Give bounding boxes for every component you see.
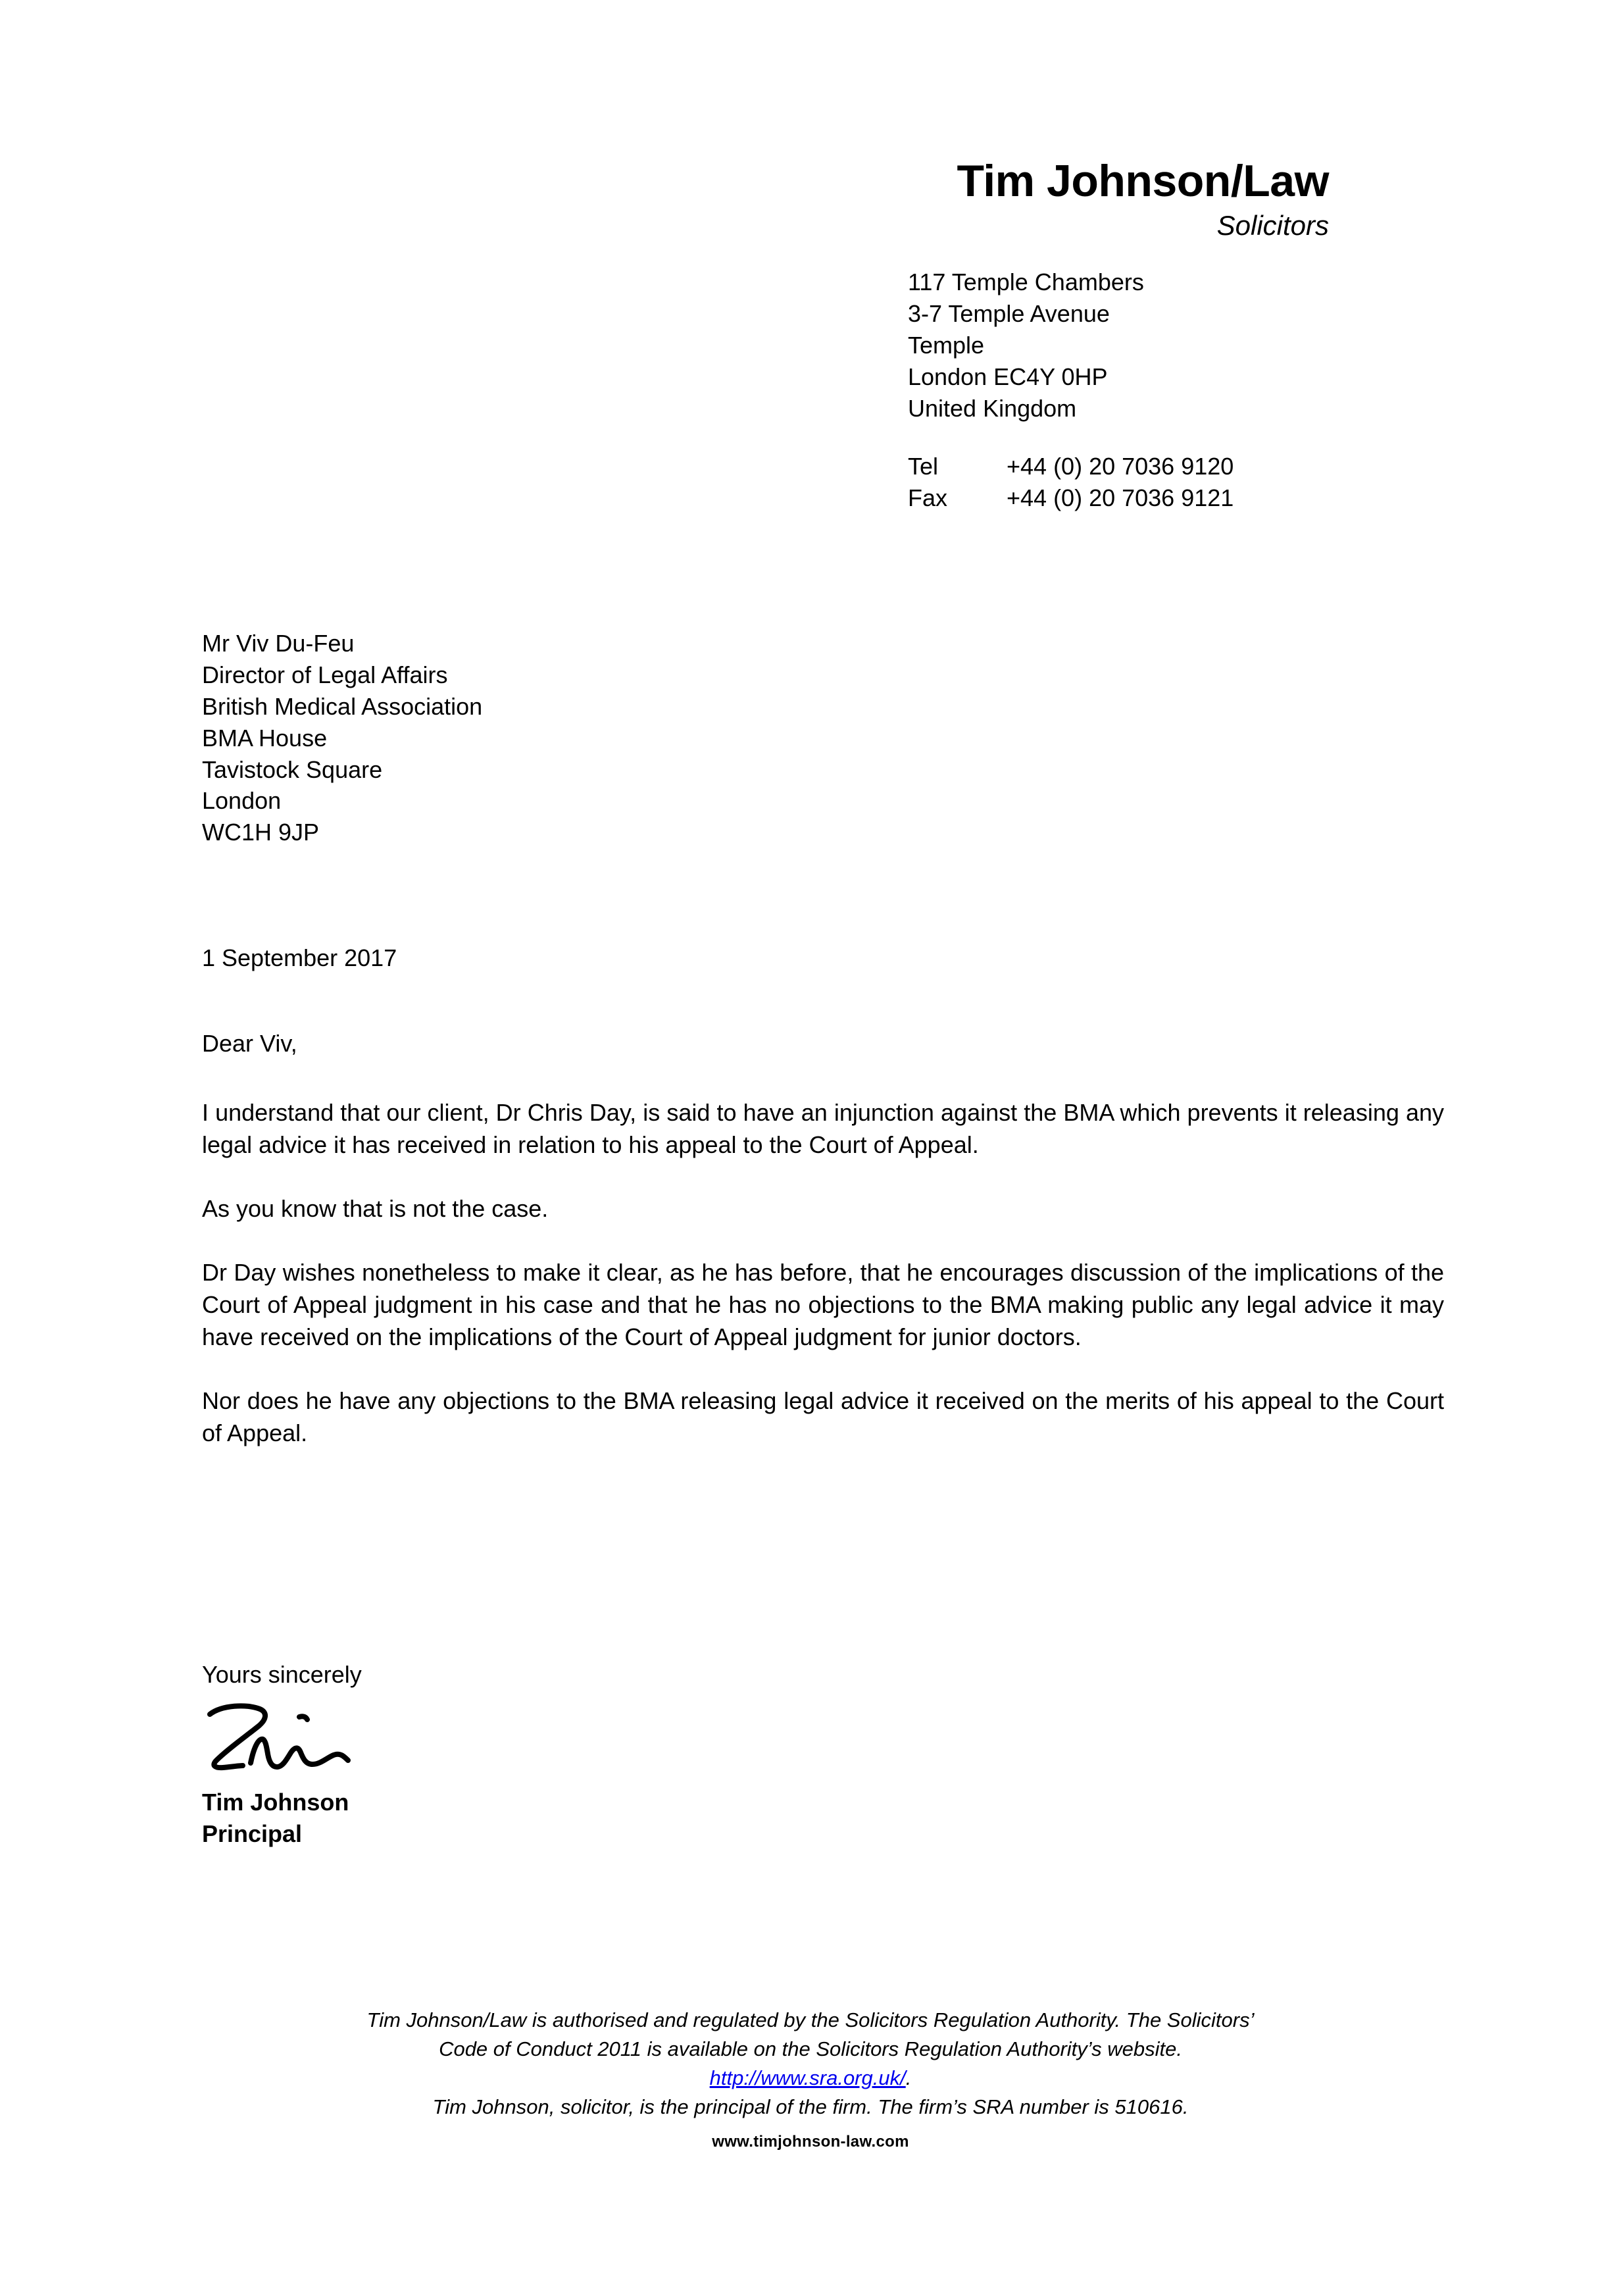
recipient-line: British Medical Association [202,692,483,720]
signer-title: Principal [202,1820,303,1847]
body-paragraph: As you know that is not the case. [202,1194,549,1222]
recipient-line: London [202,787,282,815]
letterhead [908,158,1329,514]
signature-block [202,1659,419,1850]
contact-label-tel: Tel [908,452,939,480]
sra-website-link[interactable]: http://www.sra.org.uk/ [709,2066,906,2090]
signer-name: Tim Johnson [202,1788,349,1816]
body-paragraph: Nor does he have any objections to the BMA releasing legal advice it received on the merits of his appeal to the Court of Appeal. [202,1387,1444,1446]
letter-date: 1 September 2017 [202,944,397,971]
firm-address-line: London EC4Y 0HP [908,363,1108,391]
page-footer [171,2006,1450,2153]
firm-website[interactable]: www.timjohnson-law.com [712,2133,909,2151]
recipient-line: Director of Legal Affairs [202,661,448,688]
recipient-line: WC1H 9JP [202,819,320,846]
contact-value-tel: +44 (0) 20 7036 9120 [1007,452,1234,480]
firm-tagline: Solicitors [1216,210,1329,242]
footer-regulation-line-2: Code of Conduct 2011 is available on the Solicitors Regulation Authority’s website. [439,2037,1182,2061]
body-paragraph: Dr Day wishes nonetheless to make it clear, as he has before, that he encourages discussion of the implications of the Court of Appeal judgment in his case and that he has no objections to the BMA making public any legal advice it may have received on the implications of the Court of Appeal judgment for junior doctors. [202,1258,1444,1350]
firm-address-line: 117 Temple Chambers [908,268,1144,296]
firm-name: Tim Johnson/Law [957,156,1329,206]
contact-row-tel [908,451,1329,482]
firm-address-line: 3-7 Temple Avenue [908,300,1110,328]
handwritten-signature-icon [202,1700,419,1779]
footer-principal-line: Tim Johnson, solicitor, is the principal of the firm. The firm’s SRA number is 510616. [432,2095,1189,2119]
footer-url-line [171,2064,1450,2093]
recipient-line: BMA House [202,724,328,752]
footer-regulation-line-1: Tim Johnson/Law is authorised and regulated by the Solicitors Regulation Authority. The Solicitors’ [366,2008,1255,2031]
firm-contact-details [908,451,1329,514]
letter-body [202,1028,1444,1450]
firm-address-line: United Kingdom [908,394,1077,422]
firm-address [908,267,1329,424]
recipient-line: Mr Viv Du-Feu [202,630,355,657]
salutation: Dear Viv, [202,1030,297,1057]
closing-salutation: Yours sincerely [202,1661,362,1688]
footer-url-suffix: . [905,2066,912,2090]
contact-row-fax [908,482,1329,514]
contact-value-fax: +44 (0) 20 7036 9121 [1007,484,1234,511]
body-paragraph: I understand that our client, Dr Chris Day, is said to have an injunction against the BMA which prevents it releasing any legal advice it has received in relation to his appeal to the Court of Appeal. [202,1098,1444,1158]
recipient-line: Tavistock Square [202,755,383,783]
recipient-address [202,628,482,848]
firm-address-line: Temple [908,332,985,359]
contact-label-fax: Fax [908,484,948,511]
